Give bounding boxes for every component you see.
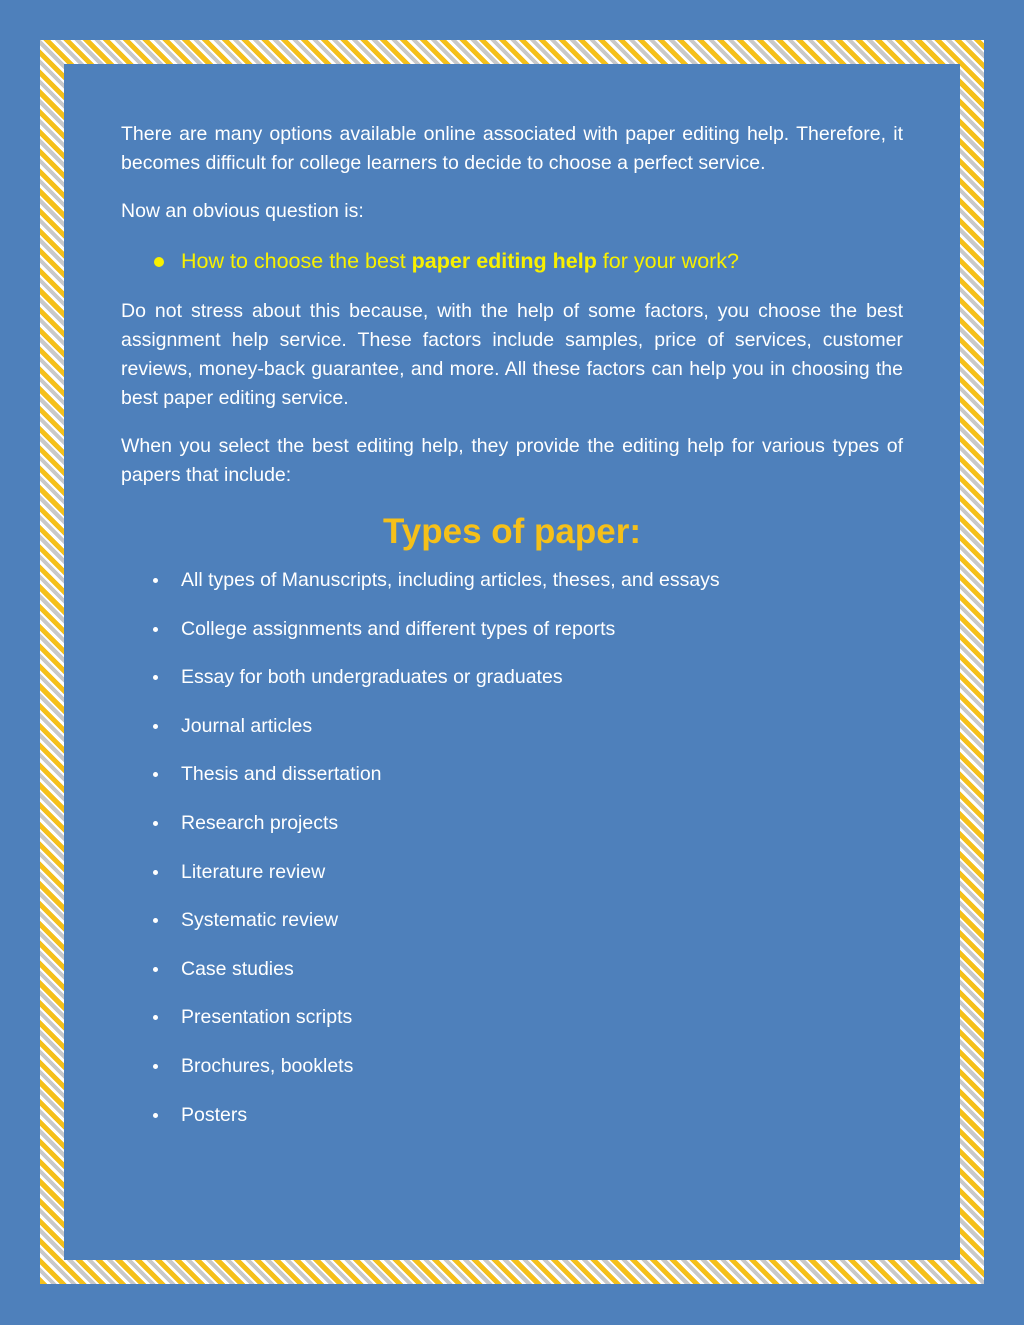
types-list [121,566,903,1149]
factors-paragraph: Do not stress about this because, with the help of some factors, you choose the best assignment help service. These factors include samples, price of services, customer reviews, money-back guarantee, and more. All these factors can help you in choosing the best paper editing service. [121,300,903,409]
question-item [121,246,903,276]
bullet-dot-icon [153,724,158,729]
types-list-item [121,712,903,761]
types-list-item [121,760,903,809]
types-item-label: All types of Manuscripts, including articles, theses, and essays [181,569,720,591]
types-item-label: Literature review [181,860,326,883]
types-heading: Types of paper: [382,512,641,551]
types-list-item [121,1003,903,1052]
bullet-dot-icon [153,1064,158,1069]
types-item-label: Posters [181,1103,248,1126]
bullet-dot-icon [153,918,158,923]
question-text-end: for your work? [596,249,740,273]
bullet-dot-icon [154,257,164,267]
bullet-dot-icon [153,1113,158,1118]
bullet-dot-icon [153,967,158,972]
types-item-label: Thesis and dissertation [181,763,382,786]
types-list-item [121,1101,903,1150]
question-lead-in: Now an obvious question is: [121,200,364,222]
types-list-item [121,1052,903,1101]
bullet-dot-icon [153,627,158,632]
question-highlight: paper editing help [411,249,597,273]
types-list-item [121,906,903,955]
question-text-start: How to choose the best [181,249,412,273]
bullet-dot-icon [153,1015,158,1020]
bullet-dot-icon [153,821,158,826]
types-item-label: Brochures, booklets [181,1054,354,1077]
types-list-item [121,566,903,615]
bullet-dot-icon [153,675,158,680]
types-item-label: College assignments and different types of reports [181,617,616,640]
types-list-item [121,955,903,1004]
types-list-item [121,663,903,712]
question-list [121,246,903,276]
types-item-label: Journal articles [181,714,313,737]
types-item-label: Systematic review [181,909,339,932]
types-intro-paragraph: When you select the best editing help, they provide the editing help for various types of papers that include: [121,435,903,486]
types-item-label: Research projects [181,811,339,834]
types-item-label: Case studies [181,957,294,980]
bullet-dot-icon [153,772,158,777]
types-list-item [121,809,903,858]
types-list-item [121,858,903,907]
document-content [121,120,903,1149]
types-item-label: Presentation scripts [181,1006,353,1029]
intro-paragraph: There are many options available online associated with paper editing help. Therefore, it becomes difficult for college learners to decide to choose a perfect service. [121,123,903,174]
bullet-dot-icon [153,578,158,583]
bullet-dot-icon [153,870,158,875]
types-item-label: Essay for both undergraduates or graduates [181,666,563,689]
types-list-item [121,615,903,664]
